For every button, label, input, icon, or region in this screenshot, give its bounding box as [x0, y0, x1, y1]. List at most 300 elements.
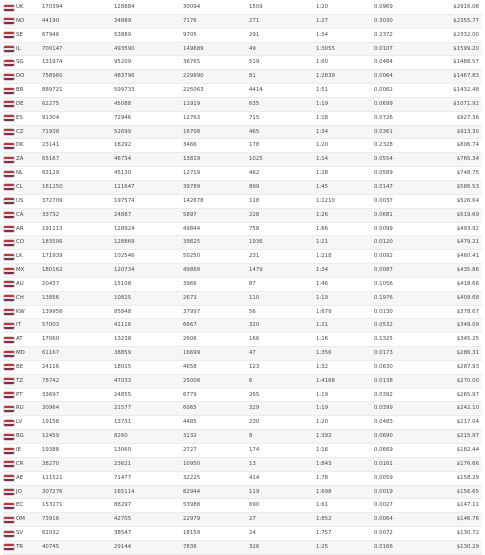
- value-2: 45088: [114, 100, 132, 107]
- ratio: 1:698: [316, 488, 332, 495]
- table-row[interactable]: [3, 292, 482, 306]
- country-code: RU: [16, 405, 24, 412]
- value-1: 153271: [42, 502, 63, 509]
- amount: $176.66: [456, 460, 479, 467]
- value-1: 700147: [42, 45, 63, 52]
- value-1: 61032: [42, 530, 60, 537]
- value-1: 33732: [42, 211, 60, 218]
- value-2: 13731: [114, 419, 132, 426]
- rate: 0.0361: [374, 128, 393, 135]
- table-row[interactable]: [3, 472, 482, 486]
- value-2: 102546: [114, 253, 135, 260]
- table-row[interactable]: [3, 375, 482, 389]
- rate: 0.0062: [374, 87, 393, 94]
- ratio: 1:61: [316, 502, 329, 509]
- value-1: 57003: [42, 322, 60, 329]
- ratio: 1:66: [316, 225, 329, 232]
- value-4: 56: [249, 308, 256, 315]
- value-4: 1479: [249, 267, 263, 274]
- value-1: 63129: [42, 170, 60, 177]
- table-row[interactable]: [3, 98, 482, 112]
- country-flag-icon: [4, 461, 14, 467]
- value-1: 307276: [42, 488, 63, 495]
- amount: $1432.48: [453, 87, 479, 94]
- value-4: 8: [249, 433, 253, 440]
- ratio: 1:19: [316, 391, 329, 398]
- amount: $748.75: [456, 170, 479, 177]
- country-flag-icon: [4, 392, 14, 398]
- country-flag-icon: [4, 226, 14, 232]
- value-4: 635: [249, 100, 260, 107]
- value-1: 13856: [42, 294, 60, 301]
- ratio: 1:392: [316, 433, 332, 440]
- table-row[interactable]: [3, 541, 482, 555]
- value-3: 3966: [183, 280, 197, 287]
- value-1: 372709: [42, 197, 63, 204]
- value-1: 170394: [42, 4, 63, 10]
- ratio: 1:3055: [316, 45, 335, 52]
- value-4: 47: [249, 350, 256, 357]
- rate: 0.2328: [374, 142, 393, 149]
- value-1: 180162: [42, 267, 63, 274]
- amount: $2916.08: [453, 4, 479, 10]
- country-flag-icon: [4, 309, 14, 315]
- value-3: 142678: [183, 197, 204, 204]
- rate: 0.0173: [374, 350, 393, 357]
- rate: 0.0138: [374, 377, 393, 384]
- table-row[interactable]: [3, 153, 482, 167]
- ratio: 1:20: [316, 142, 329, 149]
- rate: 0.0099: [374, 225, 393, 232]
- value-2: 15108: [114, 280, 132, 287]
- country-code: CH: [16, 294, 24, 301]
- value-4: 174: [249, 447, 260, 453]
- value-2: 24887: [114, 211, 132, 218]
- value-2: 46734: [114, 156, 132, 163]
- value-4: 13: [249, 460, 256, 467]
- rate: 0.0092: [374, 253, 393, 260]
- rate: 0.0392: [374, 391, 393, 398]
- value-2: 53889: [114, 31, 132, 38]
- amount: $130.72: [456, 530, 479, 537]
- value-1: 12459: [42, 433, 60, 440]
- value-1: 65167: [42, 156, 60, 163]
- rate: 0.0161: [374, 460, 393, 467]
- value-4: 27: [249, 516, 256, 523]
- rate: 0.0072: [374, 530, 393, 537]
- value-4: 519: [249, 59, 260, 66]
- value-2: 10825: [114, 294, 132, 301]
- value-3: 12719: [183, 170, 201, 177]
- amount: $156.65: [456, 488, 479, 495]
- value-1: 24116: [42, 363, 60, 370]
- amount: $418.66: [456, 280, 479, 287]
- rate: 0.0107: [374, 45, 393, 52]
- value-4: 110: [249, 294, 260, 301]
- table-row[interactable]: [3, 126, 482, 140]
- value-3: 2606: [183, 336, 197, 343]
- country-code: SE: [16, 31, 23, 38]
- ratio: 1:34: [316, 267, 329, 274]
- amount: $765.34: [456, 156, 479, 163]
- country-code: SG: [16, 59, 24, 66]
- value-1: 131974: [42, 59, 63, 66]
- country-code: IE: [16, 447, 21, 453]
- value-4: 326: [249, 543, 260, 550]
- value-2: 45130: [114, 170, 132, 177]
- country-flag-icon: [4, 337, 14, 343]
- value-2: 8260: [114, 433, 128, 440]
- value-2: 197574: [114, 197, 135, 204]
- country-code: US: [16, 197, 24, 204]
- table-row[interactable]: [3, 278, 482, 292]
- value-3: 12763: [183, 114, 201, 121]
- ratio: 1:27: [316, 17, 329, 24]
- amount: $158.29: [456, 474, 479, 481]
- value-4: 178: [249, 142, 260, 149]
- amount: $435.86: [456, 267, 479, 274]
- country-code: IL: [16, 45, 21, 52]
- value-3: 3466: [183, 142, 197, 149]
- value-1: 91304: [42, 114, 60, 121]
- ratio: 1:25: [316, 543, 329, 550]
- amount: $519.69: [456, 211, 479, 218]
- rate: 0.0399: [374, 405, 393, 412]
- country-code: TR: [16, 543, 24, 550]
- country-code: ES: [16, 114, 23, 121]
- amount: $1071.92: [453, 100, 479, 107]
- value-3: 7176: [183, 17, 197, 24]
- country-code: OM: [16, 516, 25, 523]
- table-row[interactable]: [3, 167, 482, 181]
- table-row[interactable]: [3, 347, 482, 361]
- ratio: 1:34: [316, 31, 329, 38]
- value-4: 758: [249, 225, 260, 232]
- ratio: 1:218: [316, 253, 332, 260]
- country-code: ZA: [16, 156, 24, 163]
- ratio: 1:356: [316, 350, 332, 357]
- table-row[interactable]: [3, 306, 482, 320]
- value-2: 18292: [114, 142, 132, 149]
- ratio: 1:19: [316, 405, 329, 412]
- table-row[interactable]: [3, 264, 482, 278]
- value-3: 18159: [183, 530, 201, 537]
- value-4: 228: [249, 211, 260, 218]
- ratio: 1:18: [316, 114, 329, 121]
- country-flag-icon: [4, 171, 14, 177]
- value-1: 62275: [42, 100, 60, 107]
- country-flag-icon: [4, 129, 14, 135]
- rate: 0.0064: [374, 73, 393, 80]
- value-4: 715: [249, 114, 260, 121]
- table-row[interactable]: [3, 1, 482, 15]
- country-flag-icon: [4, 378, 14, 384]
- rate: 0.0064: [374, 516, 393, 523]
- country-code: MD: [16, 350, 25, 357]
- value-2: 85848: [114, 308, 132, 315]
- value-2: 165114: [114, 488, 135, 495]
- value-2: 599733: [114, 87, 135, 94]
- value-4: 81: [249, 73, 256, 80]
- value-3: 13819: [183, 156, 201, 163]
- value-4: 462: [249, 170, 260, 177]
- ratio: 1:34: [316, 128, 329, 135]
- value-3: 25008: [183, 377, 201, 384]
- country-flag-icon: [4, 351, 14, 357]
- country-flag-icon: [4, 254, 14, 260]
- amount: $927.36: [456, 114, 479, 121]
- country-flag-icon: [4, 475, 14, 481]
- country-flag-icon: [4, 115, 14, 121]
- table-row[interactable]: [3, 43, 482, 57]
- ratio: 1:4168: [316, 377, 335, 384]
- country-code: BR: [16, 87, 24, 94]
- ratio: 1:26: [316, 211, 329, 218]
- country-code: NL: [16, 170, 24, 177]
- amount: $265.97: [456, 391, 479, 398]
- country-code: KW: [16, 308, 25, 315]
- rate: 0.1056: [374, 280, 393, 287]
- value-4: 899: [249, 183, 260, 190]
- country-flag-icon: [4, 323, 14, 329]
- rate: 0.2372: [374, 31, 393, 38]
- country-code: CA: [16, 211, 24, 218]
- value-4: 320: [249, 322, 260, 329]
- country-flag-icon: [4, 18, 14, 24]
- amount: $349.09: [456, 322, 479, 329]
- amount: $182.44: [456, 447, 479, 453]
- country-flag-icon: [4, 434, 14, 440]
- value-1: 889721: [42, 87, 63, 94]
- value-2: 128924: [114, 225, 135, 232]
- value-2: 72946: [114, 114, 132, 121]
- value-3: 39789: [183, 183, 201, 190]
- value-2: 18015: [114, 363, 132, 370]
- country-code: AE: [16, 474, 24, 481]
- amount: $217.04: [456, 419, 479, 426]
- country-flag-icon: [4, 281, 14, 287]
- country-code: DK: [16, 142, 24, 149]
- value-4: 118: [249, 197, 260, 204]
- value-1: 33697: [42, 391, 60, 398]
- table-row[interactable]: [3, 84, 482, 98]
- amount: $913.30: [456, 128, 479, 135]
- value-2: 52699: [114, 128, 132, 135]
- value-3: 32225: [183, 474, 201, 481]
- rate: 0.0669: [374, 447, 393, 453]
- country-code: AU: [16, 280, 24, 287]
- ratio: 1:19: [316, 100, 329, 107]
- table-row[interactable]: [3, 250, 482, 264]
- value-4: 465: [249, 128, 260, 135]
- table-row[interactable]: [3, 430, 482, 444]
- table-row[interactable]: [3, 416, 482, 430]
- ratio: 1:46: [316, 280, 329, 287]
- value-3: 225063: [183, 87, 204, 94]
- country-code: PT: [16, 391, 23, 398]
- ratio: 1:32: [316, 363, 329, 370]
- value-1: 19388: [42, 447, 60, 453]
- value-2: 120734: [114, 267, 135, 274]
- country-flag-icon: [4, 32, 14, 38]
- country-flag-icon: [4, 60, 14, 66]
- value-2: 47033: [114, 377, 132, 384]
- value-4: 1936: [249, 239, 263, 246]
- value-3: 7836: [183, 543, 197, 550]
- table-row[interactable]: [3, 499, 482, 513]
- value-2: 41116: [114, 322, 132, 329]
- value-1: 38270: [42, 460, 60, 467]
- value-3: 36765: [183, 59, 201, 66]
- amount: $526.64: [456, 197, 479, 204]
- table-row[interactable]: [3, 223, 482, 237]
- table-row[interactable]: [3, 527, 482, 541]
- value-2: 29144: [114, 543, 132, 550]
- table-row[interactable]: [3, 444, 482, 458]
- ratio: 1:19: [316, 294, 329, 301]
- value-1: 40745: [42, 543, 60, 550]
- country-flag-icon: [4, 544, 14, 550]
- value-3: 149689: [183, 45, 204, 52]
- value-1: 161250: [42, 183, 63, 190]
- ratio: 1:14: [316, 156, 329, 163]
- value-2: 71477: [114, 474, 132, 481]
- table-row[interactable]: [3, 333, 482, 347]
- country-code: CR: [16, 460, 24, 467]
- country-flag-icon: [4, 295, 14, 301]
- value-3: 6779: [183, 391, 197, 398]
- table-row[interactable]: [3, 458, 482, 472]
- value-4: 690: [249, 502, 260, 509]
- rate: 0.0027: [374, 502, 393, 509]
- table-row[interactable]: [3, 70, 482, 84]
- amount: $806.74: [456, 142, 479, 149]
- ratio: 1:852: [316, 516, 332, 523]
- value-2: 111647: [114, 183, 135, 190]
- value-4: 6: [249, 377, 253, 384]
- value-4: 123: [249, 363, 260, 370]
- ratio: 1:45: [316, 183, 329, 190]
- value-3: 11919: [183, 100, 201, 107]
- value-1: 139956: [42, 308, 63, 315]
- value-3: 2673: [183, 294, 197, 301]
- table-row[interactable]: [3, 236, 482, 250]
- value-4: 24: [249, 530, 256, 537]
- value-1: 71938: [42, 128, 60, 135]
- rate: 0.0532: [374, 322, 393, 329]
- value-1: 20437: [42, 280, 60, 287]
- value-2: 21577: [114, 405, 132, 412]
- amount: $479.21: [456, 239, 479, 246]
- value-3: 9705: [183, 31, 197, 38]
- country-flag-icon: [4, 268, 14, 274]
- country-code: LK: [16, 253, 23, 260]
- table-row[interactable]: [3, 319, 482, 333]
- table-row[interactable]: [3, 513, 482, 527]
- country-code: CZ: [16, 128, 24, 135]
- amount: $378.67: [456, 308, 479, 315]
- country-code: CO: [16, 239, 25, 246]
- value-3: 3132: [183, 433, 197, 440]
- value-4: 4414: [249, 87, 263, 94]
- rate: 0.0726: [374, 114, 393, 121]
- country-flag-icon: [4, 184, 14, 190]
- table-row[interactable]: [3, 361, 482, 375]
- value-1: 758960: [42, 73, 63, 80]
- rate: 0.0120: [374, 239, 393, 246]
- rate: 0.1325: [374, 336, 393, 343]
- country-code: NO: [16, 17, 25, 24]
- country-flag-icon: [4, 157, 14, 163]
- table-row[interactable]: [3, 486, 482, 500]
- amount: $1467.83: [453, 73, 479, 80]
- amount: $146.76: [456, 516, 479, 523]
- value-4: 291: [249, 31, 260, 38]
- table-row[interactable]: [3, 181, 482, 195]
- rate: 0.0059: [374, 474, 393, 481]
- value-3: 16708: [183, 128, 201, 135]
- value-2: 95209: [114, 59, 132, 66]
- value-4: 119: [249, 488, 260, 495]
- table-row[interactable]: [3, 15, 482, 29]
- country-code: MX: [16, 267, 25, 274]
- value-2: 42705: [114, 516, 132, 523]
- table-row[interactable]: [3, 209, 482, 223]
- amount: $147.11: [456, 502, 479, 509]
- rate: 0.0087: [374, 267, 393, 274]
- value-3: 82944: [183, 488, 201, 495]
- country-code: UK: [16, 4, 24, 10]
- rate: 0.0166: [374, 543, 393, 550]
- ratio: 1:16: [316, 447, 329, 453]
- value-2: 128884: [114, 4, 135, 10]
- value-2: 38859: [114, 350, 132, 357]
- value-4: 230: [249, 419, 260, 426]
- table-row[interactable]: [3, 139, 482, 153]
- amount: $345.25: [456, 336, 479, 343]
- ratio: 1:51: [316, 87, 329, 94]
- country-code: AT: [16, 336, 23, 343]
- country-flag-icon: [4, 5, 14, 11]
- table-row[interactable]: [3, 195, 482, 209]
- country-flag-icon: [4, 212, 14, 218]
- amount: $215.97: [456, 433, 479, 440]
- value-2: 13238: [114, 336, 132, 343]
- value-3: 6065: [183, 405, 197, 412]
- rate: 0.0699: [374, 100, 393, 107]
- country-flag-icon: [4, 143, 14, 149]
- table-row[interactable]: [3, 29, 482, 43]
- rate: 0.0554: [374, 156, 393, 163]
- table-row[interactable]: [3, 56, 482, 70]
- amount: $242.10: [456, 405, 479, 412]
- ratio: 1:843: [316, 460, 332, 467]
- table-row[interactable]: [3, 112, 482, 126]
- value-4: 271: [249, 17, 260, 24]
- country-code: BG: [16, 433, 24, 440]
- ratio: 1:60: [316, 59, 329, 66]
- value-3: 53988: [183, 502, 201, 509]
- country-code: TZ: [16, 377, 23, 384]
- country-flag-icon: [4, 531, 14, 537]
- value-2: 34889: [114, 17, 132, 24]
- ratio: 1:679: [316, 308, 332, 315]
- table-row[interactable]: [3, 389, 482, 403]
- table-row[interactable]: [3, 402, 482, 416]
- value-1: 67946: [42, 31, 60, 38]
- value-1: 44190: [42, 17, 60, 24]
- rate: 0.0589: [374, 170, 393, 177]
